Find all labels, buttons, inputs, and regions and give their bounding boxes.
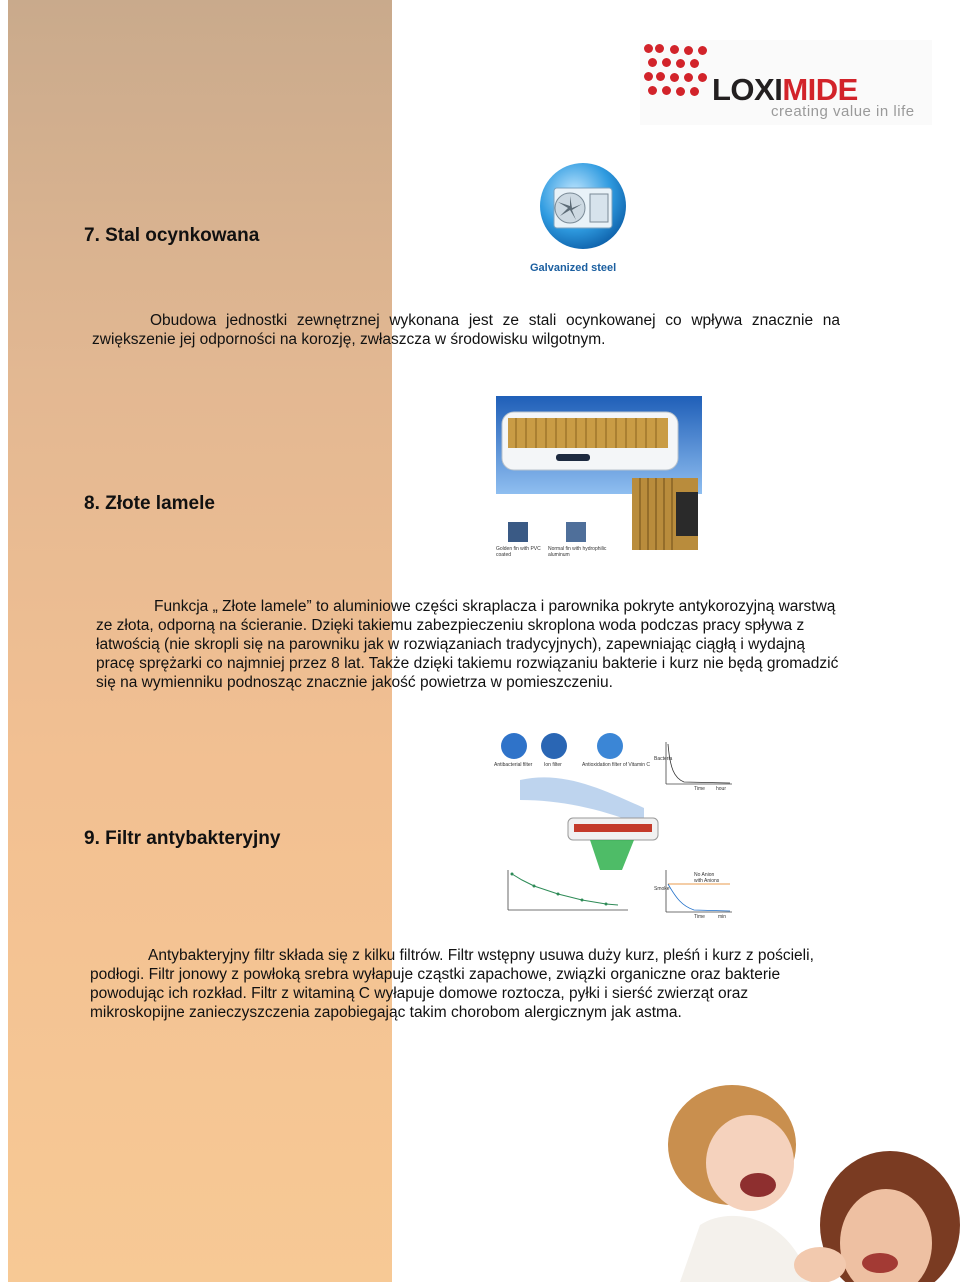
normal-fin-caption: Normal fin with hydrophilic aluminum [548,546,607,558]
section-9-title: 9. Filtr antybakteryjny [84,828,281,849]
smoke-graph-unit: min [718,914,727,920]
filter-label-ion: Ion filter [544,762,562,768]
filter-label-antibacterial: Antibacterial filter [494,762,533,768]
golden-fin-illustration [496,396,702,558]
golden-fin-caption: Golden fin with PVC coated [496,546,541,558]
section-8-text: Funkcja „ Złote lamele” to aluminiowe części skraplacza i parownika pokryte antykorozyjną warstwą ze złota, odporną na ścieranie. Dzięki takiemu zabezpieczeniu skroplona woda podczas pracy spływa z łatwością (nie skropli się na parowniku jak w rozwiązaniach tradycyjnych), zapewniając ciągłą i wydajną pracę sprężarki co najmniej przez 8 lat. Także dzięki takiemu rozwiązaniu bakterie i kurz nie będą gromadzić się na wymienniku podnosząc znacznie jakość powietrza w pomieszczeniu. [96,598,839,691]
bacteria-graph-unit: hour [716,786,727,792]
smoke-graph [654,868,734,922]
section-7-title: 7. Stal ocynkowana [84,225,260,246]
family-photo [640,1075,960,1282]
galvanized-steel-label: Galvanized steel [530,262,617,274]
logo-tagline: creating value in life [771,103,915,120]
smoke-legend-with-anions: with Anions [694,878,720,884]
galvanized-steel-badge [528,160,638,280]
smoke-graph-xlabel: Time [694,914,705,920]
bacteria-graph [654,738,734,794]
filter-label-vitamin-c: Antioxidation filter of Vitamin C [582,762,650,768]
smoke-graph-ylabel: Smoke [654,886,670,892]
logo-brand-part1: LOXI [712,72,783,107]
bacteria-graph-xlabel: Time [694,786,705,792]
particle-decline-graph [498,868,630,920]
bacteria-graph-ylabel: Bacteria [654,756,673,762]
section-9-text: Antybakteryjny filtr składa się z kilku filtrów. Filtr wstępny usuwa duży kurz, pleśń i kurz z pościeli, podłogi. Filtr jonowy z powłoką srebra wyłapuje cząstki zapachowe, związki organiczne oraz bakterie powodując ich rozkład. Filtr z witaminą C wyłapuje domowe roztocza, pyłki i sierść zwierząt oraz mikroskopijne zanieczyszczenia zapobiegając takim chorobom alergicznym jak astma. [90,947,814,1021]
logo-brand-part2: MIDE [782,72,858,107]
section-8-title: 8. Złote lamele [84,493,215,514]
company-logo [640,40,932,125]
smoke-legend-no-anion: No Anion [694,872,715,878]
section-7-text: Obudowa jednostki zewnętrznej wykonana jest ze stali ocynkowanej co wpływa znacznie na zwiększenie jej odporności na korozję, zwłaszcza w środowisku wilgotnym. [92,312,840,348]
